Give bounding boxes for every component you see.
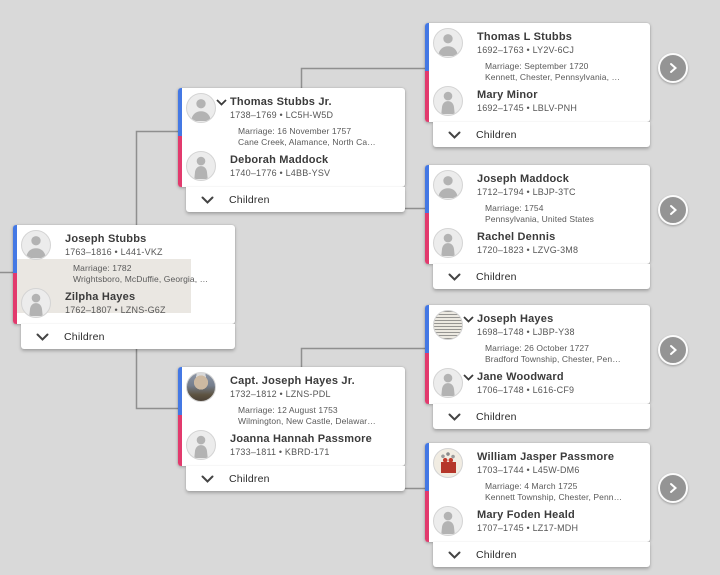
children-label: Children <box>476 548 517 561</box>
wife-color-bar <box>425 353 429 404</box>
card-main <box>178 367 405 466</box>
marriage-date: Marriage: 1782 <box>73 263 132 273</box>
person-name: Rachel Dennis <box>477 231 556 243</box>
children-label: Children <box>476 410 517 423</box>
person-lifespan-id: 1732–1812 • LZNS-PDL <box>230 389 331 399</box>
female-avatar-icon <box>433 506 463 536</box>
husband-color-bar <box>425 305 429 353</box>
family-card-gp2 <box>425 165 650 289</box>
person-lifespan-id: 1692–1763 • LY2V-6CJ <box>477 45 575 55</box>
document-avatar-icon <box>433 310 463 340</box>
family-card-gp3 <box>425 305 650 429</box>
show-more-ancestors-button[interactable] <box>658 473 688 503</box>
chevron-down-icon <box>448 126 461 144</box>
children-expander[interactable] <box>433 264 650 289</box>
person-lifespan-id: 1703–1744 • L45W-DM6 <box>477 465 580 475</box>
person-row-husband[interactable] <box>425 25 650 61</box>
person-name: Mary Minor <box>477 89 538 101</box>
person-row-husband[interactable] <box>425 167 650 203</box>
marriage-place: Bradford Township, Chester, Pen… <box>485 353 621 364</box>
chevron-down-icon <box>201 191 214 209</box>
marriage-date: Marriage: 4 March 1725 <box>485 481 578 491</box>
person-row-husband[interactable] <box>425 307 650 343</box>
male-avatar-icon <box>21 230 51 260</box>
person-lifespan-id: 1706–1748 • L616-CF9 <box>477 385 575 395</box>
person-name: Jane Woodward <box>477 371 564 383</box>
show-more-ancestors-button[interactable] <box>658 53 688 83</box>
children-expander[interactable] <box>186 466 405 491</box>
female-avatar-icon <box>433 228 463 258</box>
person-name: Mary Foden Heald <box>477 509 575 521</box>
marriage-date: Marriage: 16 November 1757 <box>238 126 352 136</box>
children-expander[interactable] <box>21 324 235 349</box>
marriage-place: Kennett, Chester, Pennsylvania, … <box>485 71 621 82</box>
male-avatar-icon <box>433 170 463 200</box>
husband-color-bar <box>425 443 429 491</box>
marriage-info <box>485 61 650 82</box>
person-row-husband[interactable] <box>13 227 235 263</box>
children-expander[interactable] <box>433 542 650 567</box>
person-lifespan-id: 1740–1776 • L4BB-YSV <box>230 168 331 178</box>
wife-color-bar <box>425 491 429 542</box>
person-lifespan-id: 1738–1769 • LC5H-W5D <box>230 110 334 120</box>
person-name: Thomas L Stubbs <box>477 31 573 43</box>
chevron-down-icon <box>201 470 214 488</box>
children-label: Children <box>229 472 270 485</box>
family-card-root <box>13 225 235 349</box>
portrait-avatar-icon <box>186 372 216 402</box>
marriage-info <box>485 343 650 364</box>
family-card-gp4 <box>425 443 650 567</box>
children-expander[interactable] <box>433 122 650 147</box>
marriage-place: Wrightsboro, McDuffie, Georgia, … <box>73 273 209 284</box>
person-row-husband[interactable] <box>425 445 650 481</box>
chevron-down-icon <box>36 328 49 346</box>
children-label: Children <box>229 193 270 206</box>
card-main <box>178 88 405 187</box>
wife-color-bar <box>178 415 182 466</box>
card-main <box>425 443 650 542</box>
collapse-tree-chevron-icon[interactable] <box>216 99 227 106</box>
wife-color-bar <box>425 213 429 264</box>
marriage-place: Kennett Township, Chester, Penn… <box>485 491 623 502</box>
person-row-wife[interactable] <box>178 148 405 184</box>
person-lifespan-id: 1762–1807 • LZNS-G6Z <box>65 305 166 315</box>
chevron-right-icon <box>668 204 678 216</box>
person-name: Thomas Stubbs Jr. <box>230 96 332 108</box>
marriage-info <box>485 481 650 502</box>
person-name: William Jasper Passmore <box>477 451 615 463</box>
marriage-place: Wilmington, New Castle, Delawar… <box>238 415 376 426</box>
marriage-info <box>73 263 235 284</box>
husband-color-bar <box>425 165 429 213</box>
chevron-right-icon <box>668 62 678 74</box>
person-row-wife[interactable] <box>13 285 235 321</box>
person-lifespan-id: 1707–1745 • LZ17-MDH <box>477 523 579 533</box>
children-expander[interactable] <box>433 404 650 429</box>
person-row-wife[interactable] <box>425 225 650 261</box>
person-name: Joseph Stubbs <box>65 233 147 245</box>
chevron-down-icon <box>448 268 461 286</box>
female-avatar-icon <box>433 368 463 398</box>
husband-color-bar <box>178 88 182 136</box>
person-row-wife[interactable] <box>425 503 650 539</box>
person-lifespan-id: 1720–1823 • LZVG-3M8 <box>477 245 579 255</box>
female-avatar-icon <box>186 151 216 181</box>
person-row-wife[interactable] <box>425 83 650 119</box>
marriage-date: Marriage: 1754 <box>485 203 544 213</box>
chevron-down-icon <box>448 408 461 426</box>
crest-avatar-icon <box>433 448 463 478</box>
marriage-place: Cane Creek, Alamance, North Ca… <box>238 136 376 147</box>
collapse-tree-chevron-icon[interactable] <box>463 374 474 381</box>
marriage-date: Marriage: 12 August 1753 <box>238 405 338 415</box>
person-lifespan-id: 1712–1794 • LBJP-3TC <box>477 187 576 197</box>
marriage-place: Pennsylvania, United States <box>485 213 595 224</box>
wife-color-bar <box>13 273 17 324</box>
husband-color-bar <box>178 367 182 415</box>
person-row-husband[interactable] <box>178 369 405 405</box>
person-row-husband[interactable] <box>178 90 405 126</box>
husband-color-bar <box>425 23 429 71</box>
male-avatar-icon <box>186 93 216 123</box>
card-main <box>425 165 650 264</box>
female-avatar-icon <box>21 288 51 318</box>
female-avatar-icon <box>433 86 463 116</box>
family-card-paternal <box>178 88 405 212</box>
chevron-down-icon <box>448 546 461 564</box>
family-card-gp1 <box>425 23 650 147</box>
person-lifespan-id: 1763–1816 • L441-VKZ <box>65 247 163 257</box>
card-main <box>13 225 235 324</box>
marriage-info <box>485 203 650 224</box>
children-label: Children <box>476 128 517 141</box>
collapse-tree-chevron-icon[interactable] <box>463 316 474 323</box>
card-main <box>425 23 650 122</box>
show-more-ancestors-button[interactable] <box>658 195 688 225</box>
person-name: Capt. Joseph Hayes Jr. <box>230 375 355 387</box>
female-avatar-icon <box>186 430 216 460</box>
marriage-date: Marriage: September 1720 <box>485 61 589 71</box>
person-row-wife[interactable] <box>425 365 650 401</box>
person-lifespan-id: 1692–1745 • LBLV-PNH <box>477 103 578 113</box>
marriage-info <box>238 405 405 426</box>
person-name: Joseph Maddock <box>477 173 570 185</box>
children-expander[interactable] <box>186 187 405 212</box>
person-row-wife[interactable] <box>178 427 405 463</box>
show-more-ancestors-button[interactable] <box>658 335 688 365</box>
person-name: Joseph Hayes <box>477 313 554 325</box>
person-name: Zilpha Hayes <box>65 291 136 303</box>
person-lifespan-id: 1698–1748 • LJBP-Y38 <box>477 327 575 337</box>
person-name: Joanna Hannah Passmore <box>230 433 372 445</box>
children-label: Children <box>64 330 105 343</box>
marriage-info <box>238 126 405 147</box>
wife-color-bar <box>178 136 182 187</box>
marriage-date: Marriage: 26 October 1727 <box>485 343 590 353</box>
person-lifespan-id: 1733–1811 • KBRD-171 <box>230 447 330 457</box>
wife-color-bar <box>425 71 429 122</box>
husband-color-bar <box>13 225 17 273</box>
male-avatar-icon <box>433 28 463 58</box>
person-name: Deborah Maddock <box>230 154 329 166</box>
children-label: Children <box>476 270 517 283</box>
chevron-right-icon <box>668 344 678 356</box>
card-main <box>425 305 650 404</box>
chevron-right-icon <box>668 482 678 494</box>
family-card-maternal <box>178 367 405 491</box>
